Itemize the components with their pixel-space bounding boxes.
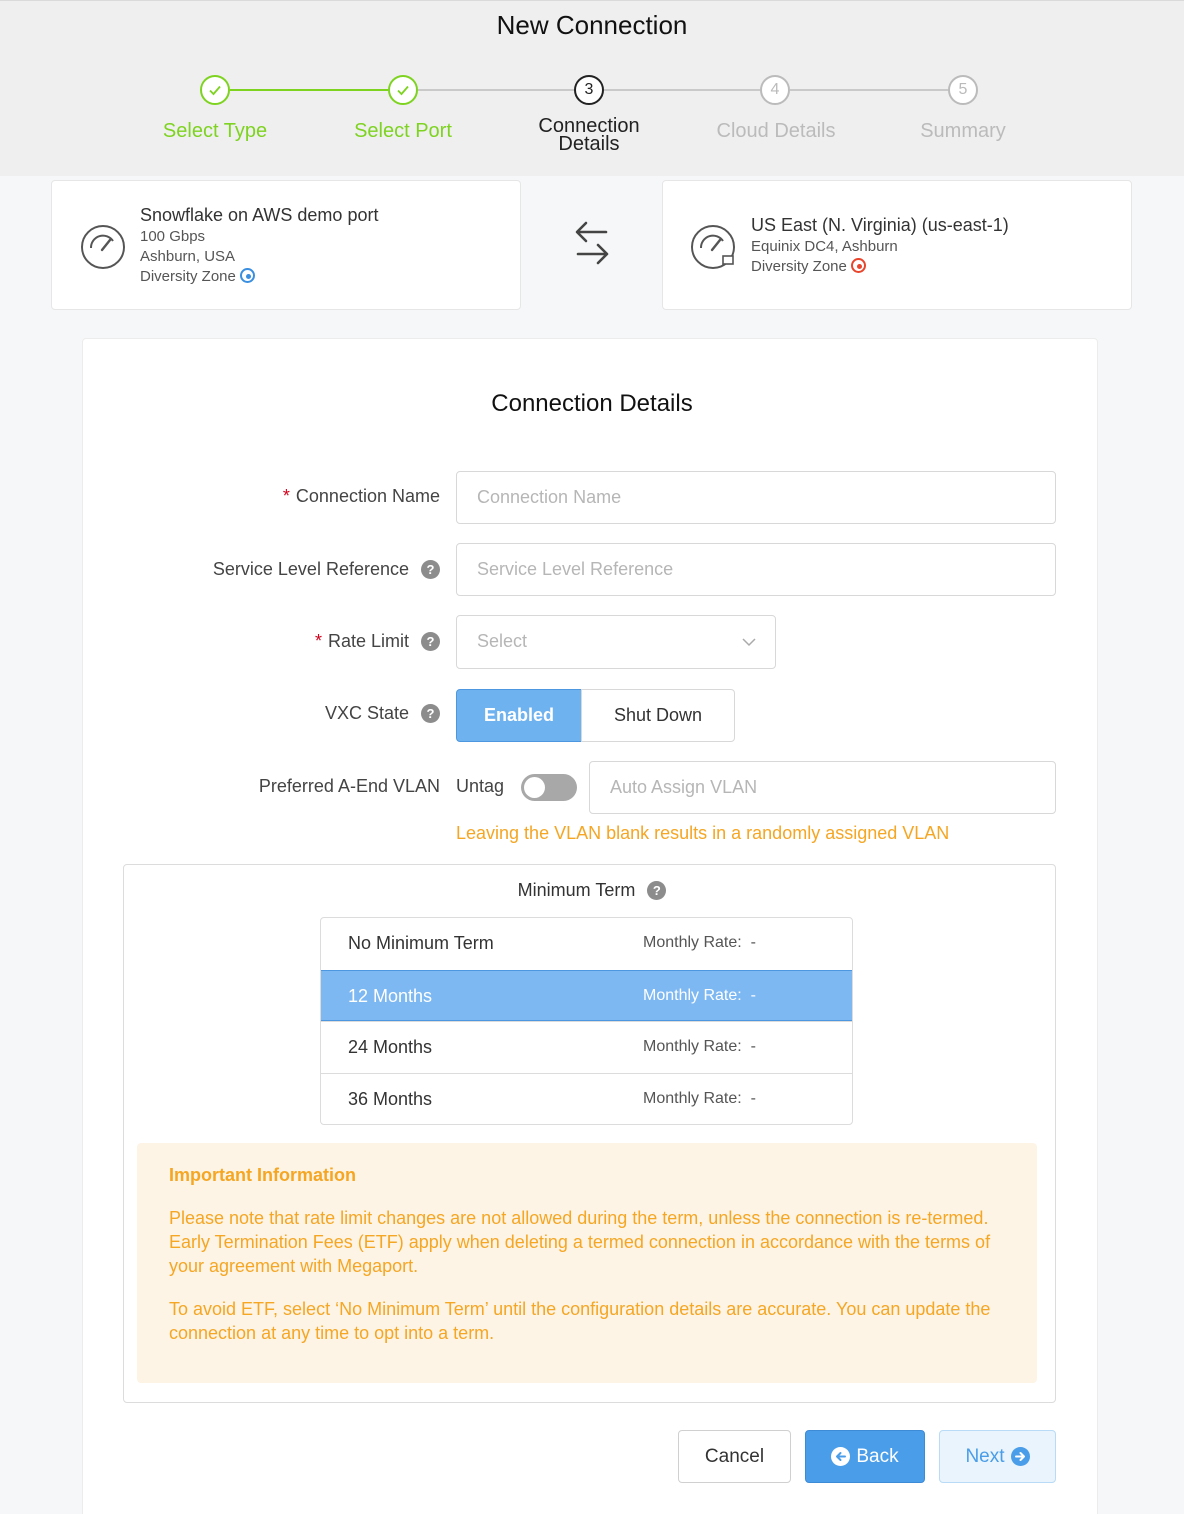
term-option-rate	[643, 934, 756, 952]
rate-value: -	[750, 986, 756, 1004]
term-option-36-months[interactable]	[321, 1073, 852, 1125]
service-level-label	[40, 559, 440, 580]
term-option-rate	[643, 987, 756, 1005]
back-button[interactable]	[805, 1430, 925, 1483]
step-5-number: 5	[948, 75, 978, 105]
term-option-name: 24 Months	[348, 1037, 433, 1057]
b-end-zone-label: Diversity Zone	[751, 258, 847, 275]
b-end-diversity-zone	[751, 258, 866, 275]
connection-name-label-text: Connection Name	[295, 486, 440, 506]
a-end-zone-label: Diversity Zone	[140, 268, 236, 285]
step-2-label[interactable]: Select Port	[354, 120, 452, 142]
next-button[interactable]	[939, 1430, 1056, 1483]
service-level-input[interactable]	[456, 543, 1056, 596]
toggle-knob	[524, 777, 545, 798]
step-connector-4	[790, 89, 948, 91]
vxc-state-label	[40, 703, 440, 724]
arrow-right-icon	[1011, 1447, 1030, 1466]
term-option-rate	[643, 1038, 756, 1056]
service-level-label-text: Service Level Reference	[212, 559, 409, 579]
step-2-check-icon[interactable]	[388, 75, 418, 105]
rate-value: -	[750, 1089, 756, 1107]
step-4-number: 4	[760, 75, 790, 105]
a-end-port-location: Ashburn, USA	[140, 248, 236, 265]
untag-label: Untag	[456, 776, 505, 796]
step-connector-2	[418, 89, 574, 91]
term-option-rate	[643, 1090, 756, 1108]
vxc-state-label-text: VXC State	[324, 703, 409, 723]
rate-value: -	[750, 1038, 756, 1055]
section-title: Connection Details	[491, 390, 693, 417]
chevron-down-icon	[741, 634, 757, 650]
b-end-port-name: US East (N. Virginia) (us-east-1)	[751, 215, 1009, 235]
rate-label: Monthly Rate:	[643, 986, 742, 1004]
info-title: Important Information	[169, 1165, 356, 1185]
info-paragraph-1: Please note that rate limit changes are not allowed during the term, unless the connection is re-termed. Early Termination Fees (ETF) apply when deleting a termed connection in accordance with the terms of your agreement with Megaport.	[169, 1208, 991, 1276]
connection-name-label	[40, 486, 440, 507]
diversity-zone-red-icon	[851, 258, 866, 273]
wizard-header	[0, 0, 1184, 176]
a-end-port-card	[51, 180, 521, 310]
term-option-name: 36 Months	[348, 1088, 433, 1109]
required-asterisk: *	[314, 631, 322, 651]
info-paragraph-2: To avoid ETF, select ‘No Minimum Term’ until the configuration details are accurate. You can update the connection at any time to opt into a term.	[169, 1299, 991, 1343]
required-asterisk: *	[282, 486, 290, 506]
important-information	[137, 1143, 1037, 1383]
rate-limit-label-text: Rate Limit	[327, 631, 409, 651]
rate-label: Monthly Rate:	[643, 934, 742, 951]
back-button-label: Back	[856, 1445, 899, 1467]
cloud-port-speed-icon	[689, 223, 737, 271]
minimum-term-options	[320, 917, 853, 1125]
b-end-port-location: Equinix DC4, Ashburn	[751, 238, 898, 255]
step-5-label: Summary	[920, 120, 1006, 142]
help-icon[interactable]: ?	[647, 881, 666, 900]
help-icon[interactable]: ?	[421, 560, 440, 579]
swap-arrows-icon	[570, 216, 614, 272]
vxc-shut-down-button[interactable]: Shut Down	[581, 689, 735, 742]
arrow-left-icon	[831, 1447, 850, 1466]
term-option-12-months[interactable]	[321, 970, 852, 1022]
vxc-enabled-button[interactable]: Enabled	[456, 689, 582, 742]
page-title: New Connection	[496, 10, 688, 40]
rate-value: -	[750, 934, 756, 951]
step-3-label: Connection Details	[538, 115, 640, 155]
term-option-name: No Minimum Term	[348, 933, 494, 953]
diversity-zone-blue-icon	[240, 268, 255, 283]
step-4-label: Cloud Details	[716, 120, 836, 142]
vlan-input[interactable]	[589, 761, 1056, 814]
term-option-24-months[interactable]	[321, 1021, 852, 1073]
step-connector-1	[230, 89, 388, 91]
help-icon[interactable]: ?	[421, 632, 440, 651]
term-option-name: 12 Months	[348, 985, 433, 1006]
step-1-label[interactable]: Select Type	[162, 120, 268, 142]
minimum-term-title	[0, 880, 1184, 901]
rate-limit-label	[40, 631, 440, 652]
port-speed-icon	[79, 223, 127, 271]
next-button-label: Next	[965, 1445, 1005, 1467]
a-end-port-speed: 100 Gbps	[140, 228, 206, 245]
help-icon[interactable]: ?	[421, 704, 440, 723]
step-1-check-icon[interactable]	[200, 75, 230, 105]
connection-name-input[interactable]	[456, 471, 1056, 524]
vlan-hint: Leaving the VLAN blank results in a randomly assigned VLAN	[456, 823, 950, 843]
vlan-label: Preferred A-End VLAN	[258, 776, 440, 796]
step-connector-3	[604, 89, 760, 91]
untag-toggle[interactable]	[521, 774, 577, 801]
b-end-port-card	[662, 180, 1132, 310]
cancel-button[interactable]: Cancel	[678, 1430, 791, 1483]
minimum-term-title-text: Minimum Term	[517, 880, 636, 900]
a-end-port-name: Snowflake on AWS demo port	[140, 205, 379, 225]
rate-label: Monthly Rate:	[643, 1038, 742, 1055]
rate-limit-select[interactable]	[456, 615, 776, 669]
rate-limit-placeholder: Select	[477, 631, 528, 651]
a-end-diversity-zone	[140, 268, 255, 285]
rate-label: Monthly Rate:	[643, 1089, 742, 1107]
step-3-number: 3	[574, 75, 604, 105]
term-option-no-minimum[interactable]	[321, 918, 852, 970]
